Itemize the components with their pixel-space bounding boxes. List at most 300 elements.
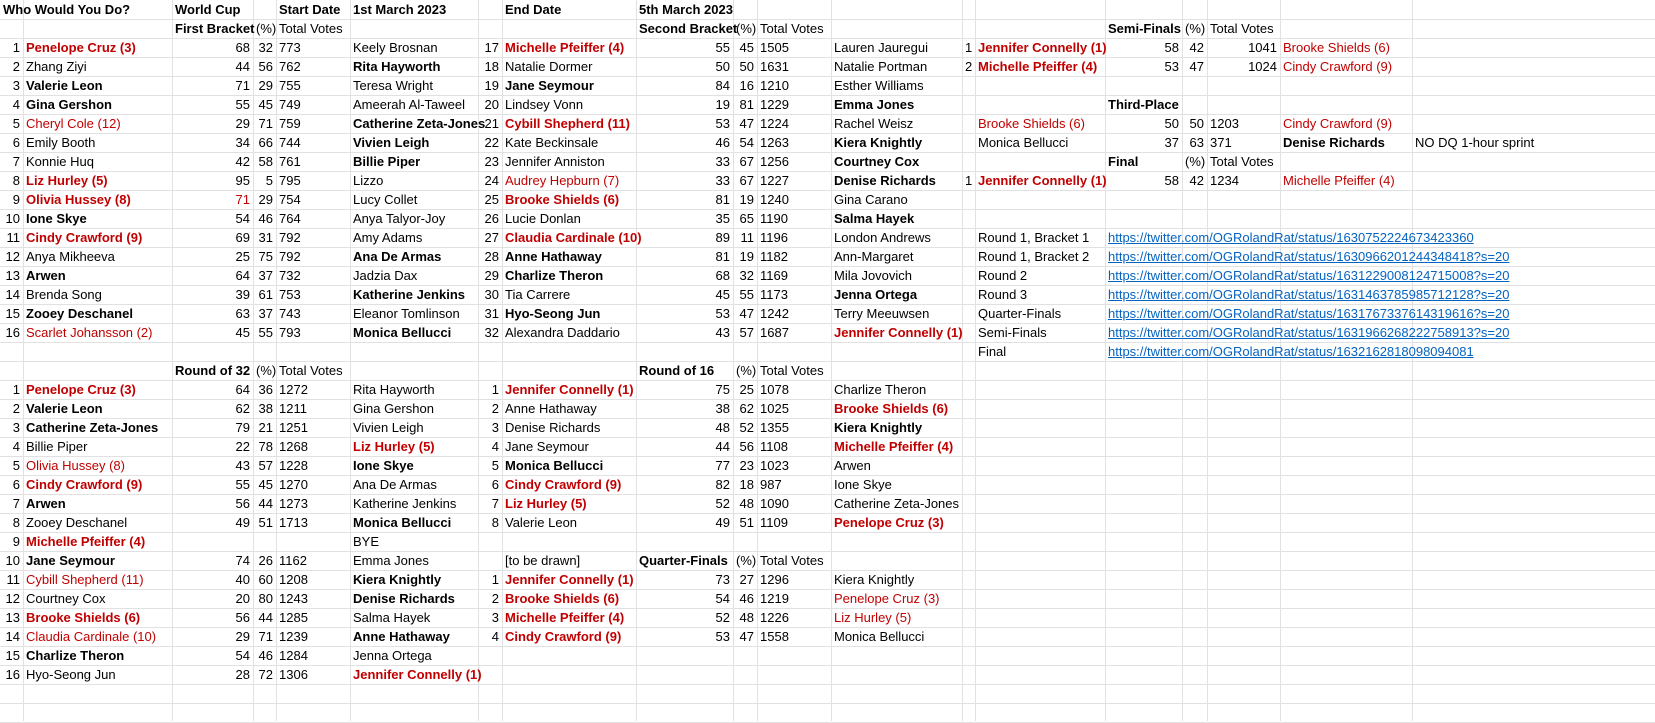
sheet-cell[interactable]: Cindy Crawford (9): [505, 477, 622, 492]
sheet-cell[interactable]: 49: [715, 515, 730, 530]
sheet-cell[interactable]: Terry Meeuwsen: [834, 306, 930, 321]
sheet-cell[interactable]: 33: [715, 173, 730, 188]
sheet-cell[interactable]: Teresa Wright: [353, 78, 433, 93]
sheet-cell[interactable]: Cindy Crawford (9): [26, 477, 143, 492]
sheet-cell[interactable]: 54: [739, 135, 754, 150]
sheet-cell[interactable]: Anya Mikheeva: [26, 249, 115, 264]
sheet-cell[interactable]: 1285: [279, 610, 308, 625]
sheet-cell[interactable]: Katherine Jenkins: [353, 496, 457, 511]
sheet-cell[interactable]: 1240: [760, 192, 789, 207]
sheet-cell[interactable]: 1270: [279, 477, 308, 492]
sheet-cell[interactable]: 57: [739, 325, 754, 340]
sheet-cell[interactable]: Hyo-Seong Jun: [26, 667, 116, 682]
sheet-cell[interactable]: Denise Richards: [505, 420, 601, 435]
sheet-cell[interactable]: Charlize Theron: [505, 268, 604, 283]
sheet-cell[interactable]: Cheryl Cole (12): [26, 116, 121, 131]
sheet-cell[interactable]: Ana De Armas: [353, 249, 442, 264]
sheet-cell[interactable]: 1024: [1248, 59, 1277, 74]
sheet-cell[interactable]: 792: [279, 230, 301, 245]
sheet-cell[interactable]: Kiera Knightly: [834, 420, 923, 435]
sheet-cell[interactable]: Brenda Song: [26, 287, 102, 302]
sheet-cell[interactable]: 16: [739, 78, 754, 93]
sheet-cell[interactable]: 30: [484, 287, 499, 302]
sheet-cell[interactable]: 48: [739, 496, 754, 511]
sheet-cell[interactable]: 81: [715, 192, 730, 207]
sheet-cell[interactable]: 23: [739, 458, 754, 473]
sheet-cell[interactable]: Catherine Zeta-Jones: [353, 116, 486, 131]
sheet-cell[interactable]: Kiera Knightly: [353, 572, 442, 587]
sheet-cell[interactable]: Charlize Theron: [834, 382, 927, 397]
sheet-cell[interactable]: Catherine Zeta-Jones: [26, 420, 159, 435]
sheet-cell[interactable]: 75: [258, 249, 273, 264]
sheet-cell[interactable]: 1208: [279, 572, 308, 587]
sheet-cell[interactable]: Alexandra Daddario: [505, 325, 620, 340]
sheet-cell[interactable]: Anne Hathaway: [505, 401, 597, 416]
sheet-cell[interactable]: 2: [12, 59, 20, 74]
sheet-cell[interactable]: 45: [739, 40, 754, 55]
sheet-cell[interactable]: Jennifer Anniston: [505, 154, 605, 169]
sheet-cell[interactable]: Ione Skye: [26, 211, 87, 226]
sheet-cell[interactable]: 1211: [279, 401, 307, 416]
sheet-cell[interactable]: 1256: [760, 154, 789, 169]
sheet-cell[interactable]: Billie Piper: [26, 439, 88, 454]
sheet-cell[interactable]: Denise Richards: [1283, 135, 1385, 150]
sheet-cell[interactable]: Zhang Ziyi: [26, 59, 87, 74]
sheet-cell[interactable]: 987: [760, 477, 782, 492]
sheet-cell[interactable]: 6: [12, 135, 20, 150]
sheet-cell[interactable]: 18: [484, 59, 499, 74]
sheet-cell[interactable]: 53: [1164, 59, 1179, 74]
sheet-cell[interactable]: Round 2: [978, 268, 1028, 283]
sheet-cell[interactable]: 1273: [279, 496, 308, 511]
sheet-cell[interactable]: Rita Hayworth: [353, 382, 435, 397]
sheet-cell[interactable]: 1505: [760, 40, 789, 55]
sheet-cell[interactable]: 37: [258, 268, 273, 283]
sheet-cell[interactable]: (%): [1185, 154, 1206, 169]
sheet-cell[interactable]: 24: [484, 173, 499, 188]
sheet-cell[interactable]: Cybill Shepherd (11): [505, 116, 630, 131]
sheet-cell[interactable]: Courtney Cox: [26, 591, 106, 606]
sheet-cell[interactable]: 11: [740, 230, 754, 245]
sheet-cell[interactable]: 12: [5, 249, 20, 264]
sheet-cell[interactable]: Konnie Huq: [26, 154, 94, 169]
sheet-cell[interactable]: Michelle Pfeiffer (4): [1283, 173, 1395, 188]
sheet-cell[interactable]: Claudia Cardinale (10): [505, 230, 642, 245]
sheet-cell[interactable]: 64: [235, 268, 250, 283]
sheet-cell[interactable]: 1631: [760, 59, 789, 74]
sheet-cell[interactable]: Zooey Deschanel: [26, 306, 133, 321]
sheet-cell[interactable]: 52: [715, 496, 730, 511]
sheet-cell[interactable]: 67: [739, 154, 754, 169]
sheet-cell[interactable]: Olivia Hussey (8): [26, 192, 131, 207]
sheet-cell[interactable]: 54: [715, 591, 730, 606]
sheet-cell[interactable]: 749: [279, 97, 301, 112]
sheet-cell[interactable]: 1558: [760, 629, 789, 644]
sheet-cell[interactable]: 62: [235, 401, 250, 416]
sheet-cell[interactable]: Total Votes: [760, 363, 824, 378]
sheet-cell[interactable]: (%): [736, 21, 757, 36]
sheet-cell[interactable]: 45: [235, 325, 250, 340]
sheet-cell[interactable]: 47: [1189, 59, 1204, 74]
sheet-cell[interactable]: Kiera Knightly: [834, 135, 923, 150]
sheet-cell[interactable]: 1306: [279, 667, 308, 682]
sheet-cell[interactable]: 7: [12, 154, 20, 169]
sheet-cell[interactable]: 68: [235, 40, 250, 55]
sheet-cell[interactable]: 9: [12, 534, 20, 549]
sheet-cell[interactable]: Natalie Portman: [834, 59, 928, 74]
sheet-cell[interactable]: 74: [235, 553, 250, 568]
tweet-link[interactable]: https://twitter.com/OGRolandRat/status/1630752224673423360: [1108, 230, 1474, 245]
sheet-cell[interactable]: 14: [5, 629, 20, 644]
sheet-cell[interactable]: Jennifer Connelly (1): [353, 667, 482, 682]
sheet-cell[interactable]: 1041: [1248, 40, 1277, 55]
sheet-cell[interactable]: Brooke Shields (6): [1283, 40, 1390, 55]
sheet-cell[interactable]: 29: [258, 192, 273, 207]
sheet-cell[interactable]: 1229: [760, 97, 789, 112]
sheet-cell[interactable]: 38: [715, 401, 730, 416]
sheet-cell[interactable]: 44: [715, 439, 730, 454]
sheet-cell[interactable]: (%): [736, 553, 757, 568]
sheet-cell[interactable]: Scarlet Johansson (2): [26, 325, 153, 340]
sheet-cell[interactable]: 28: [235, 667, 250, 682]
sheet-cell[interactable]: 1090: [760, 496, 789, 511]
sheet-cell[interactable]: Total Votes: [279, 363, 343, 378]
sheet-cell[interactable]: Final: [978, 344, 1007, 359]
sheet-cell[interactable]: 2: [965, 59, 973, 74]
sheet-cell[interactable]: 1210: [760, 78, 789, 93]
sheet-cell[interactable]: 50: [1164, 116, 1179, 131]
sheet-cell[interactable]: Penelope Cruz (3): [26, 40, 136, 55]
sheet-cell[interactable]: 95: [235, 173, 250, 188]
sheet-cell[interactable]: 89: [715, 230, 730, 245]
sheet-cell[interactable]: 7: [12, 496, 20, 511]
sheet-cell[interactable]: [to be drawn]: [505, 553, 581, 568]
sheet-cell[interactable]: 77: [715, 458, 730, 473]
sheet-cell[interactable]: 755: [279, 78, 301, 93]
sheet-cell[interactable]: 1355: [760, 420, 789, 435]
sheet-cell[interactable]: 37: [1164, 135, 1179, 150]
sheet-cell[interactable]: 71: [258, 629, 273, 644]
sheet-cell[interactable]: Liz Hurley (5): [353, 439, 435, 454]
sheet-cell[interactable]: Arwen: [26, 268, 66, 283]
sheet-cell[interactable]: 12: [5, 591, 20, 606]
sheet-cell[interactable]: 14: [5, 287, 20, 302]
sheet-cell[interactable]: 44: [258, 496, 273, 511]
sheet-cell[interactable]: Tia Carrere: [505, 287, 571, 302]
sheet-cell[interactable]: Jennifer Connelly (1): [505, 382, 634, 397]
sheet-cell[interactable]: Jenna Ortega: [353, 648, 432, 663]
sheet-cell[interactable]: Brooke Shields (6): [26, 610, 141, 625]
sheet-cell[interactable]: Salma Hayek: [834, 211, 915, 226]
sheet-cell[interactable]: 46: [715, 135, 730, 150]
sheet-cell[interactable]: 44: [258, 610, 273, 625]
sheet-cell[interactable]: Jane Seymour: [505, 439, 589, 454]
sheet-cell[interactable]: Penelope Cruz (3): [834, 515, 944, 530]
sheet-cell[interactable]: Zooey Deschanel: [26, 515, 128, 530]
sheet-cell[interactable]: 1296: [760, 572, 789, 587]
sheet-cell[interactable]: 55: [258, 325, 273, 340]
sheet-cell[interactable]: 1228: [279, 458, 308, 473]
sheet-cell[interactable]: Kate Beckinsale: [505, 135, 599, 150]
sheet-cell[interactable]: 4: [491, 629, 499, 644]
sheet-cell[interactable]: Brooke Shields (6): [834, 401, 949, 416]
sheet-cell[interactable]: Ameerah Al-Taweel: [353, 97, 465, 112]
sheet-cell[interactable]: 4: [12, 439, 20, 454]
sheet-cell[interactable]: Ione Skye: [834, 477, 892, 492]
sheet-cell[interactable]: Ana De Armas: [353, 477, 437, 492]
sheet-cell[interactable]: Lauren Jauregui: [834, 40, 928, 55]
sheet-cell[interactable]: 1190: [760, 211, 788, 226]
sheet-cell[interactable]: 79: [235, 420, 250, 435]
sheet-cell[interactable]: 1: [491, 382, 499, 397]
tweet-link[interactable]: https://twitter.com/OGRolandRat/status/1631966268222758913?s=20: [1108, 325, 1510, 340]
sheet-cell[interactable]: 5: [12, 458, 20, 473]
sheet-cell[interactable]: 56: [235, 610, 250, 625]
sheet-cell[interactable]: 1: [491, 572, 499, 587]
sheet-cell[interactable]: (%): [1185, 21, 1206, 36]
sheet-cell[interactable]: World Cup: [175, 2, 241, 17]
sheet-cell[interactable]: 792: [279, 249, 301, 264]
sheet-cell[interactable]: Monica Bellucci: [978, 135, 1069, 150]
sheet-cell[interactable]: Arwen: [834, 458, 871, 473]
sheet-cell[interactable]: Start Date: [279, 2, 341, 17]
sheet-cell[interactable]: Charlize Theron: [26, 648, 125, 663]
sheet-cell[interactable]: 16: [5, 325, 20, 340]
sheet-cell[interactable]: Vivien Leigh: [353, 135, 430, 150]
sheet-cell[interactable]: 20: [235, 591, 250, 606]
sheet-cell[interactable]: Lucy Collet: [353, 192, 418, 207]
sheet-cell[interactable]: 62: [739, 401, 754, 416]
sheet-cell[interactable]: 31: [484, 306, 499, 321]
sheet-cell[interactable]: 793: [279, 325, 301, 340]
tweet-link[interactable]: https://twitter.com/OGRolandRat/status/1631229008124715008?s=20: [1108, 268, 1510, 283]
sheet-cell[interactable]: 47: [739, 629, 754, 644]
sheet-cell[interactable]: 11: [6, 230, 20, 245]
sheet-cell[interactable]: 57: [258, 458, 273, 473]
sheet-cell[interactable]: Gina Carano: [834, 192, 908, 207]
sheet-cell[interactable]: 10: [5, 553, 20, 568]
sheet-cell[interactable]: Anya Talyor-Joy: [353, 211, 446, 226]
sheet-cell[interactable]: 44: [235, 59, 250, 74]
sheet-cell[interactable]: 50: [715, 59, 730, 74]
sheet-cell[interactable]: 2: [491, 401, 499, 416]
sheet-cell[interactable]: NO DQ 1-hour sprint: [1415, 135, 1535, 150]
sheet-cell[interactable]: 45: [258, 477, 273, 492]
sheet-cell[interactable]: 51: [258, 515, 273, 530]
sheet-cell[interactable]: Jennifer Connelly (1): [978, 40, 1107, 55]
sheet-cell[interactable]: 43: [235, 458, 250, 473]
sheet-cell[interactable]: Olivia Hussey (8): [26, 458, 125, 473]
sheet-cell[interactable]: 1182: [760, 249, 788, 264]
sheet-cell[interactable]: 56: [739, 439, 754, 454]
sheet-cell[interactable]: 47: [739, 306, 754, 321]
sheet-cell[interactable]: 54: [235, 648, 250, 663]
sheet-cell[interactable]: 5: [12, 116, 20, 131]
sheet-cell[interactable]: 31: [258, 230, 273, 245]
sheet-cell[interactable]: Jennifer Connelly (1): [834, 325, 963, 340]
sheet-cell[interactable]: 1203: [1210, 116, 1239, 131]
sheet-cell[interactable]: Semi-Finals: [1108, 21, 1181, 36]
sheet-cell[interactable]: 15: [5, 648, 20, 663]
sheet-cell[interactable]: End Date: [505, 2, 562, 17]
sheet-cell[interactable]: Valerie Leon: [26, 401, 103, 416]
sheet-cell[interactable]: Emma Jones: [834, 97, 915, 112]
sheet-cell[interactable]: Jennifer Connelly (1): [978, 173, 1107, 188]
sheet-cell[interactable]: 19: [484, 78, 499, 93]
sheet-cell[interactable]: Brooke Shields (6): [978, 116, 1085, 131]
sheet-cell[interactable]: 71: [258, 116, 273, 131]
sheet-cell[interactable]: 371: [1210, 135, 1232, 150]
sheet-cell[interactable]: 1243: [279, 591, 308, 606]
sheet-cell[interactable]: Round of 16: [639, 363, 715, 378]
sheet-cell[interactable]: 46: [258, 648, 273, 663]
sheet-cell[interactable]: Vivien Leigh: [353, 420, 424, 435]
sheet-cell[interactable]: 46: [258, 211, 273, 226]
sheet-cell[interactable]: Cybill Shepherd (11): [26, 572, 144, 587]
sheet-cell[interactable]: 753: [279, 287, 301, 302]
sheet-cell[interactable]: 6: [12, 477, 20, 492]
sheet-cell[interactable]: Second Bracket: [639, 21, 738, 36]
sheet-cell[interactable]: 58: [258, 154, 273, 169]
sheet-cell[interactable]: Rachel Weisz: [834, 116, 914, 131]
sheet-cell[interactable]: Brooke Shields (6): [505, 591, 620, 606]
sheet-cell[interactable]: 1: [12, 382, 20, 397]
sheet-cell[interactable]: 40: [235, 572, 250, 587]
sheet-cell[interactable]: 19: [739, 192, 754, 207]
sheet-cell[interactable]: Round 3: [978, 287, 1028, 302]
sheet-cell[interactable]: 744: [279, 135, 301, 150]
sheet-cell[interactable]: 13: [5, 268, 20, 283]
sheet-cell[interactable]: Round of 32: [175, 363, 251, 378]
sheet-cell[interactable]: 19: [715, 97, 730, 112]
sheet-cell[interactable]: 53: [715, 116, 730, 131]
sheet-cell[interactable]: 50: [1189, 116, 1204, 131]
sheet-cell[interactable]: 3: [491, 610, 499, 625]
sheet-cell[interactable]: Michelle Pfeiffer (4): [834, 439, 954, 454]
sheet-cell[interactable]: Michelle Pfeiffer (4): [978, 59, 1098, 74]
tweet-link[interactable]: https://twitter.com/OGRolandRat/status/1631767337614319616?s=20: [1108, 306, 1510, 321]
sheet-cell[interactable]: Cindy Crawford (9): [1283, 116, 1393, 131]
sheet-cell[interactable]: 1: [965, 40, 973, 55]
sheet-cell[interactable]: 23: [484, 154, 499, 169]
sheet-cell[interactable]: Third-Place: [1108, 97, 1179, 112]
sheet-cell[interactable]: 53: [715, 306, 730, 321]
sheet-cell[interactable]: 65: [739, 211, 754, 226]
sheet-cell[interactable]: Denise Richards: [353, 591, 455, 606]
sheet-cell[interactable]: Jadzia Dax: [353, 268, 418, 283]
sheet-cell[interactable]: Eleanor Tomlinson: [353, 306, 460, 321]
sheet-cell[interactable]: 55: [235, 97, 250, 112]
sheet-cell[interactable]: 47: [739, 116, 754, 131]
sheet-cell[interactable]: 48: [715, 420, 730, 435]
sheet-cell[interactable]: 60: [258, 572, 273, 587]
sheet-cell[interactable]: 25: [484, 192, 499, 207]
sheet-cell[interactable]: 1239: [279, 629, 308, 644]
sheet-cell[interactable]: 45: [258, 97, 273, 112]
sheet-cell[interactable]: 732: [279, 268, 301, 283]
sheet-cell[interactable]: Lindsey Vonn: [505, 97, 584, 112]
sheet-cell[interactable]: 51: [739, 515, 754, 530]
sheet-cell[interactable]: 9: [12, 192, 20, 207]
sheet-cell[interactable]: 773: [279, 40, 301, 55]
sheet-cell[interactable]: 22: [484, 135, 499, 150]
sheet-cell[interactable]: 8: [491, 515, 499, 530]
sheet-cell[interactable]: Total Votes: [1210, 21, 1274, 36]
sheet-cell[interactable]: Cindy Crawford (9): [505, 629, 622, 644]
sheet-cell[interactable]: 1025: [760, 401, 789, 416]
sheet-cell[interactable]: Claudia Cardinale (10): [26, 629, 157, 644]
sheet-cell[interactable]: 17: [484, 40, 499, 55]
sheet-cell[interactable]: 795: [279, 173, 301, 188]
sheet-cell[interactable]: 81: [739, 97, 754, 112]
sheet-cell[interactable]: 1242: [760, 306, 789, 321]
sheet-cell[interactable]: 10: [5, 211, 20, 226]
sheet-cell[interactable]: 38: [258, 401, 273, 416]
sheet-cell[interactable]: Valerie Leon: [26, 78, 103, 93]
sheet-cell[interactable]: 32: [739, 268, 754, 283]
sheet-cell[interactable]: Total Votes: [279, 21, 343, 36]
sheet-cell[interactable]: Mila Jovovich: [834, 268, 913, 283]
sheet-cell[interactable]: 42: [1189, 40, 1204, 55]
sheet-cell[interactable]: 8: [12, 173, 20, 188]
sheet-cell[interactable]: Cindy Crawford (9): [1283, 59, 1393, 74]
tweet-link[interactable]: https://twitter.com/OGRolandRat/status/1631463785985712128?s=20: [1108, 287, 1510, 302]
sheet-cell[interactable]: 29: [235, 629, 250, 644]
sheet-cell[interactable]: 32: [258, 40, 273, 55]
sheet-cell[interactable]: 1272: [279, 382, 308, 397]
sheet-cell[interactable]: 28: [484, 249, 499, 264]
sheet-cell[interactable]: 26: [258, 553, 273, 568]
sheet-cell[interactable]: Kiera Knightly: [834, 572, 915, 587]
sheet-cell[interactable]: 2: [491, 591, 499, 606]
sheet-cell[interactable]: 72: [258, 667, 273, 682]
sheet-cell[interactable]: Rita Hayworth: [353, 59, 441, 74]
sheet-cell[interactable]: 25: [235, 249, 250, 264]
sheet-cell[interactable]: 5: [265, 173, 273, 188]
sheet-cell[interactable]: Ione Skye: [353, 458, 414, 473]
sheet-cell[interactable]: 762: [279, 59, 301, 74]
sheet-cell[interactable]: 67: [739, 173, 754, 188]
sheet-cell[interactable]: 3: [12, 78, 20, 93]
sheet-cell[interactable]: 56: [258, 59, 273, 74]
sheet-cell[interactable]: (%): [256, 363, 277, 378]
sheet-cell[interactable]: Keely Brosnan: [353, 40, 438, 55]
sheet-cell[interactable]: 55: [739, 287, 754, 302]
sheet-cell[interactable]: 58: [1164, 40, 1179, 55]
sheet-cell[interactable]: Salma Hayek: [353, 610, 431, 625]
sheet-cell[interactable]: 743: [279, 306, 301, 321]
sheet-cell[interactable]: 26: [484, 211, 499, 226]
sheet-cell[interactable]: 58: [1164, 173, 1179, 188]
sheet-cell[interactable]: 54: [235, 211, 250, 226]
sheet-cell[interactable]: Audrey Hepburn (7): [505, 173, 620, 188]
sheet-cell[interactable]: Final: [1108, 154, 1139, 169]
sheet-cell[interactable]: 1108: [760, 439, 788, 454]
sheet-cell[interactable]: 52: [715, 610, 730, 625]
sheet-cell[interactable]: Monica Bellucci: [505, 458, 604, 473]
sheet-cell[interactable]: 2: [12, 401, 20, 416]
sheet-cell[interactable]: 53: [715, 629, 730, 644]
sheet-cell[interactable]: 42: [1189, 173, 1204, 188]
sheet-cell[interactable]: 1226: [760, 610, 789, 625]
sheet-cell[interactable]: 1109: [760, 515, 788, 530]
sheet-cell[interactable]: 39: [235, 287, 250, 302]
sheet-cell[interactable]: Anne Hathaway: [353, 629, 450, 644]
sheet-cell[interactable]: 1227: [760, 173, 789, 188]
sheet-cell[interactable]: 5: [491, 458, 499, 473]
sheet-cell[interactable]: 7: [491, 496, 499, 511]
sheet-cell[interactable]: Total Votes: [760, 21, 824, 36]
